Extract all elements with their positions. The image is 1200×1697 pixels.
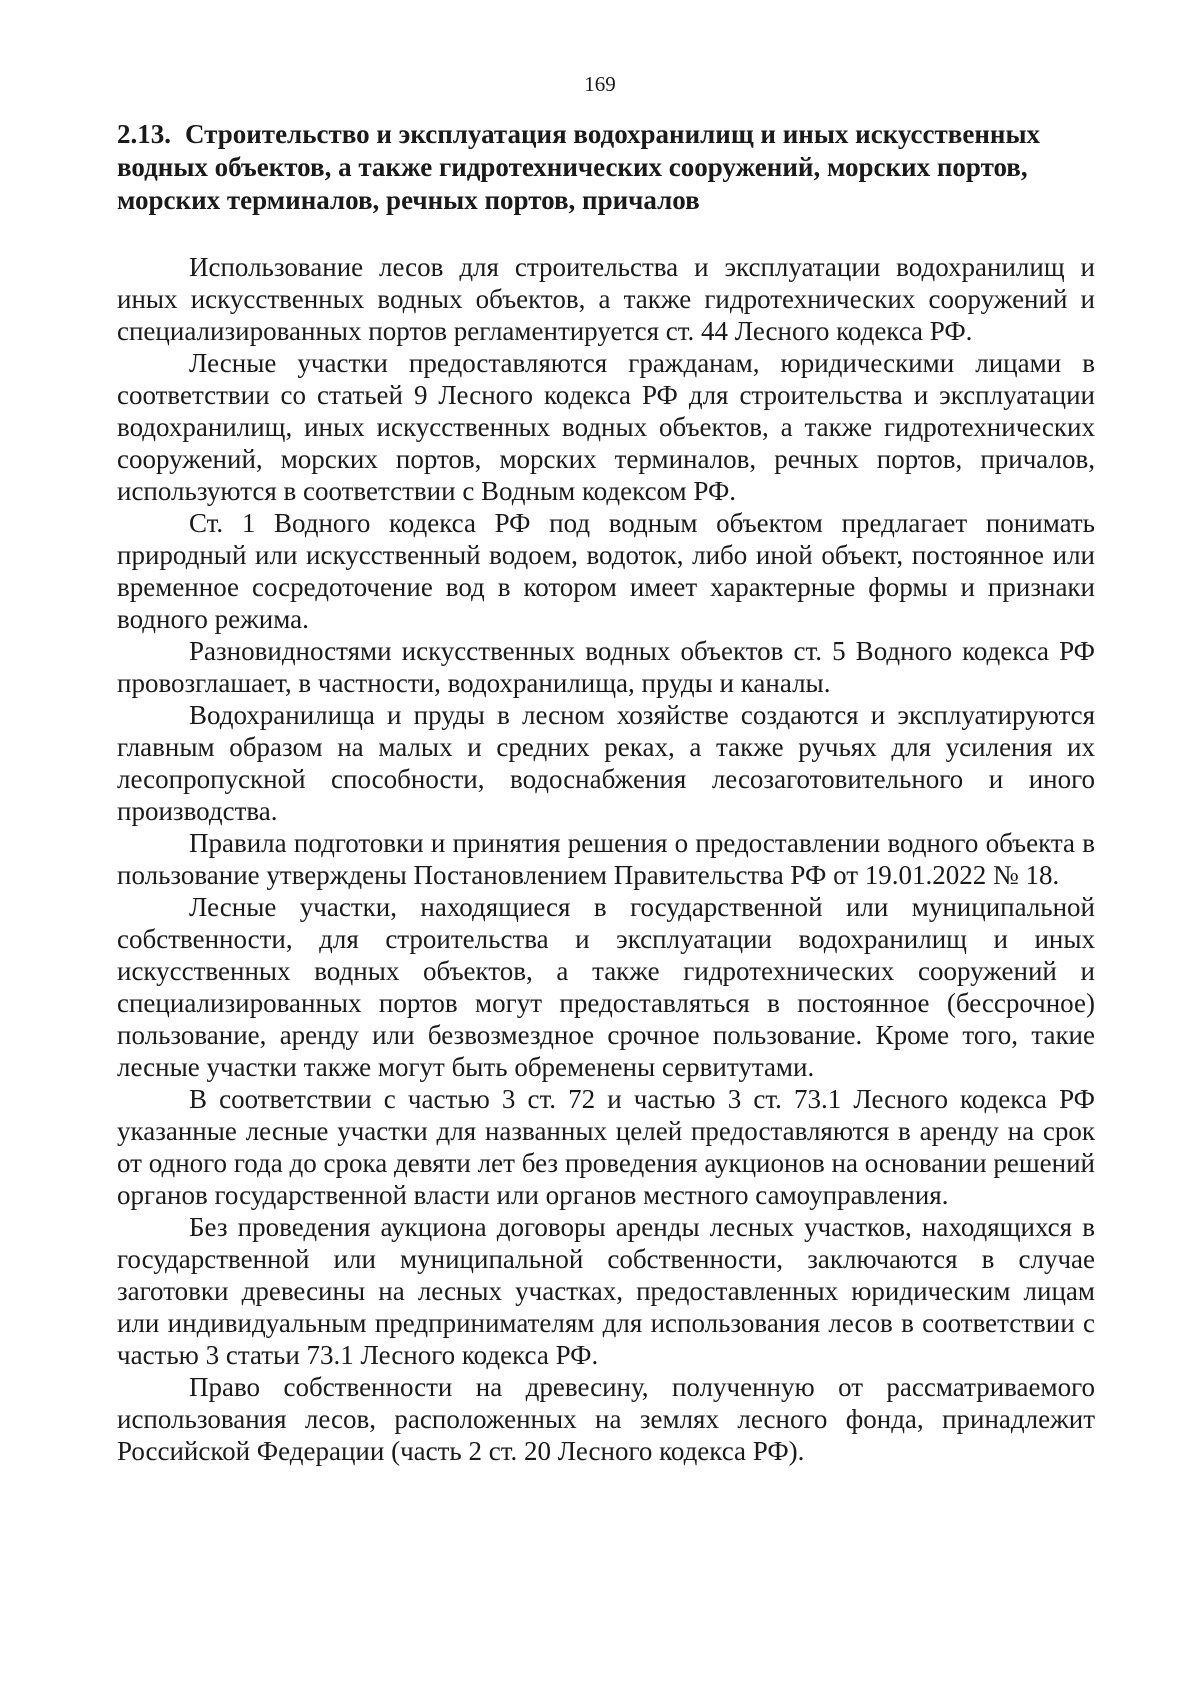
paragraph: Использование лесов для строительства и эксплуатации водохранилищ и иных искусственных водных объектов, а также гидротехнических сооружений и специализированных портов регламентируется ст. 44 Лесного кодекса РФ.: [117, 252, 1095, 346]
page-number: 169: [584, 72, 616, 96]
paragraph: Лесные участки, находящиеся в государственной или муниципальной собственности, для строительства и эксплуатации водохранилищ и иных искусственных водных объектов, а также гидротехнических сооружений и специализированных портов могут предоставляться в постоянное (бессрочное) пользование, аренду или безвозмездное срочное пользование. Кроме того, такие лесные участки также могут быть обременены сервитутами.: [117, 892, 1095, 1082]
paragraph: Лесные участки предоставляются гражданам, юридическими лицами в соответствии со статьей 9 Лесного кодекса РФ для строительства и эксплуатации водохранилищ, иных искусственных водных объектов, а также гидротехнических сооружений, морских портов, морских терминалов, речных портов, причалов, используются в соответствии с Водным кодексом РФ.: [117, 348, 1095, 506]
paragraph: В соответствии с частью 3 ст. 72 и частью 3 ст. 73.1 Лесного кодекса РФ указанные лесные участки для названных целей предоставляются в аренду на срок от одного года до срока девяти лет без проведения аукционов на основании решений органов государственной власти или органов местного самоуправления.: [117, 1084, 1095, 1210]
paragraph: Правила подготовки и принятия решения о предоставлении водного объекта в пользование утверждены Постановлением Правительства РФ от 19.01.2022 № 18.: [117, 828, 1095, 890]
paragraph: Ст. 1 Водного кодекса РФ под водным объектом предлагает понимать природный или искусственный водоем, водоток, либо иной объект, постоянное или временное сосредоточение вод в котором имеет характерные формы и признаки водного режима.: [117, 508, 1095, 634]
paragraph: Водохранилища и пруды в лесном хозяйстве создаются и эксплуатируются главным образом на малых и средних реках, а также ручьях для усиления их лесопропускной способности, водоснабжения лесозаготовительного и иного производства.: [117, 700, 1095, 826]
section-heading: [117, 118, 1095, 217]
page-content: [117, 118, 1095, 1467]
section-number: 2.13.: [117, 119, 171, 149]
paragraph: Без проведения аукциона договоры аренды лесных участков, находящихся в государственной или муниципальной собственности, заключаются в случае заготовки древесины на лесных участках, предоставленных юридическим лицам или индивидуальным предпринимателям для использования лесов в соответствии с частью 3 статьи 73.1 Лесного кодекса РФ.: [117, 1212, 1095, 1370]
paragraph: Разновидностями искусственных водных объектов ст. 5 Водного кодекса РФ провозглашает, в частности, водохранилища, пруды и каналы.: [117, 636, 1095, 698]
section-title: Строительство и эксплуатация водохранилищ и иных искусственных водных объектов, а также гидротехнических сооружений, морских портов, морских терминалов, речных портов, причалов: [117, 119, 1041, 215]
paragraph: Право собственности на древесину, полученную от рассматриваемого использования лесов, расположенных на землях лесного фонда, принадлежит Российской Федерации (часть 2 ст. 20 Лесного кодекса РФ).: [117, 1372, 1095, 1466]
